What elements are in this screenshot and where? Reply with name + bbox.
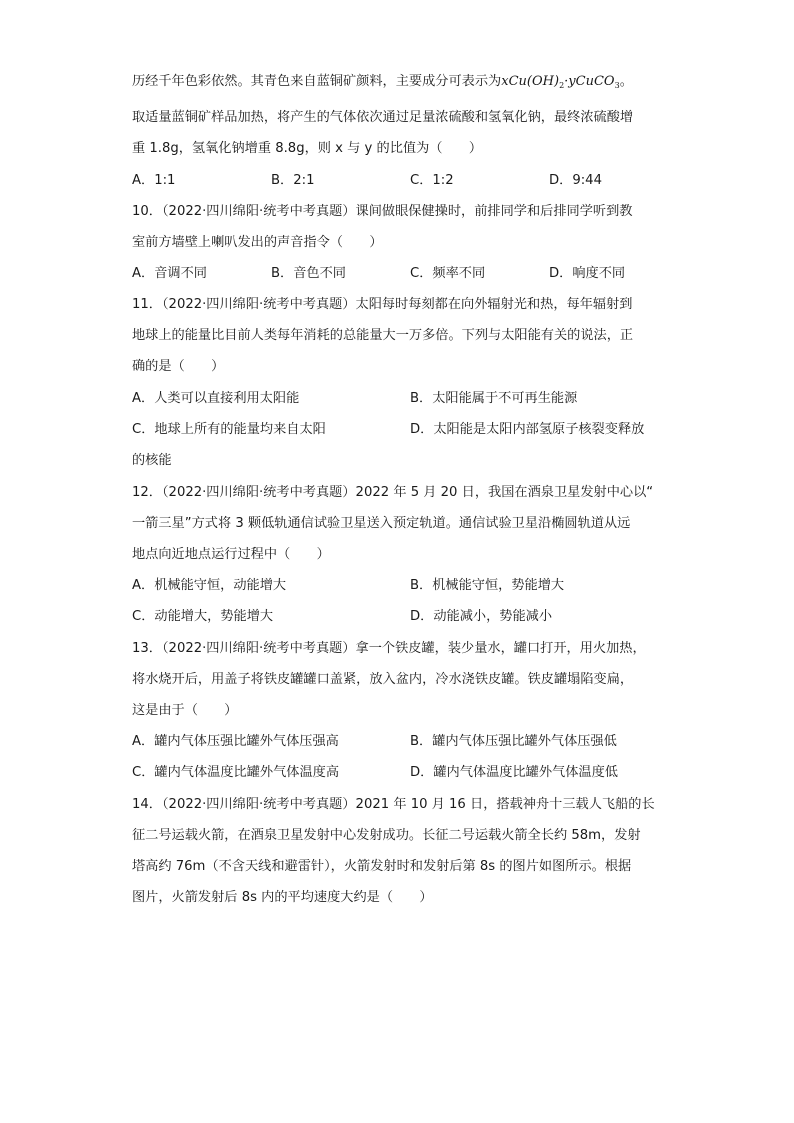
q13-option-c: C．罐内气体温度比罐外气体温度高: [132, 765, 340, 780]
q10-option-a: A．音调不同: [132, 266, 207, 281]
q14-line-1: 14．（2022·四川绵阳·统考中考真题）2021 年 10 月 16 日，搭载神舟十三载人飞船的长: [132, 797, 655, 812]
q9-line-1: 历经千年色彩依然。其青色来自蓝铜矿颜料，主要成分可表示为$xCu(OH)_2\cdot yCuCO_3$。: [132, 74, 633, 90]
q13-line-3: 这是由于（ ）: [132, 703, 238, 718]
q12-option-b: B．机械能守恒，势能增大: [410, 578, 565, 593]
q11-line-3: 确的是（ ）: [132, 359, 225, 374]
q11-option-a: A．人类可以直接利用太阳能: [132, 391, 300, 406]
q11-option-d-continued: 的核能: [132, 453, 172, 468]
q10-option-c: C．频率不同: [410, 266, 486, 281]
q11-line-2: 地球上的能量比目前人类每年消耗的总能量大一万多倍。下列与太阳能有关的说法，正: [132, 328, 634, 343]
q13-option-a: A．罐内气体压强比罐外气体压强高: [132, 734, 339, 749]
q9-option-d: D．9:44: [549, 173, 602, 188]
q10-line-2: 室前方墙壁上喇叭发出的声音指令（ ）: [132, 235, 383, 250]
q10-option-b: B．音色不同: [271, 266, 346, 281]
q13-option-d: D．罐内气体温度比罐外气体温度低: [410, 765, 618, 780]
q14-line-3: 塔高约 76m（不含天线和避雷针），火箭发射时和发射后第 8s 的图片如图所示。根据: [132, 859, 632, 874]
q9-option-a: A．1:1: [132, 173, 176, 188]
q12-option-c: C．动能增大，势能增大: [132, 609, 274, 624]
q9-option-c: C．1:2: [410, 173, 454, 188]
q12-line-3: 地点向近地点运行过程中（ ）: [132, 547, 330, 562]
q10-option-d: D．响度不同: [549, 266, 626, 281]
q9-line-2: 取适量蓝铜矿样品加热，将产生的气体依次通过足量浓硫酸和氢氧化钠，最终浓硫酸增: [132, 110, 634, 125]
q13-option-b: B．罐内气体压强比罐外气体压强低: [410, 734, 617, 749]
q12-line-1: 12．（2022·四川绵阳·统考中考真题）2022 年 5 月 20 日，我国在酒泉卫星发射中心以“: [132, 485, 654, 500]
q12-line-2: 一箭三星”方式将 3 颗低轨通信试验卫星送入预定轨道。通信试验卫星沿椭圆轨道从远: [132, 516, 631, 531]
q9-line-1-text: 历经千年色彩依然。其青色来自蓝铜矿颜料，主要成分可表示为: [132, 74, 502, 89]
q12-option-d: D．动能减小，势能减小: [410, 609, 553, 624]
q10-line-1: 10．（2022·四川绵阳·统考中考真题）课间做眼保健操时，前排同学和后排同学听到教: [132, 204, 633, 219]
q13-line-2: 将水烧开后，用盖子将铁皮罐罐口盖紧，放入盆内，冷水浇铁皮罐。铁皮罐塌陷变扁，: [132, 672, 634, 687]
q13-line-1: 13．（2022·四川绵阳·统考中考真题）拿一个铁皮罐，装少量水，罐口打开，用火加热，: [132, 641, 646, 656]
q9-line-3: 重 1.8g，氢氧化钠增重 8.8g，则 x 与 y 的比值为（ ）: [132, 141, 483, 156]
q11-option-c: C．地球上所有的能量均来自太阳: [132, 422, 326, 437]
q9-option-b: B．2:1: [271, 173, 315, 188]
q14-line-4: 图片，火箭发射后 8s 内的平均速度大约是（ ）: [132, 890, 433, 905]
q9-formula: $xCu(OH)_2\cdot yCuCO_3$: [501, 74, 620, 90]
q12-option-a: A．机械能守恒，动能增大: [132, 578, 287, 593]
q11-line-1: 11．（2022·四川绵阳·统考中考真题）太阳每时每刻都在向外辐射光和热，每年辐射到: [132, 297, 633, 312]
q11-option-b: B．太阳能属于不可再生能源: [410, 391, 578, 406]
q11-option-d: D．太阳能是太阳内部氢原子核裂变释放: [410, 422, 645, 437]
q14-line-2: 征二号运载火箭，在酒泉卫星发射中心发射成功。长征二号运载火箭全长约 58m，发射: [132, 828, 641, 843]
